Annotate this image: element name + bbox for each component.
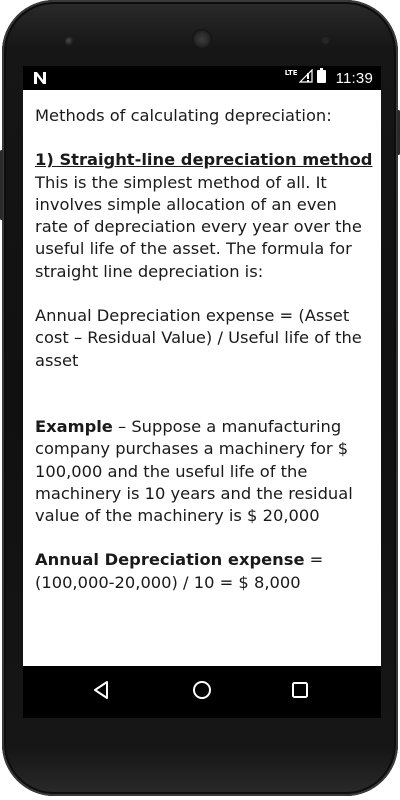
status-bar xyxy=(23,66,381,90)
example-paragraph xyxy=(35,416,375,527)
section-heading: 1) Straight-line depreciation method xyxy=(35,150,373,170)
battery-icon xyxy=(317,68,326,88)
front-camera xyxy=(65,37,74,46)
home-button[interactable] xyxy=(186,676,218,708)
phone-frame xyxy=(2,0,398,796)
result-paragraph xyxy=(35,549,375,594)
signal-icon xyxy=(299,69,313,88)
home-circle-icon xyxy=(192,680,212,705)
recents-button[interactable] xyxy=(284,676,316,708)
screen xyxy=(23,66,381,718)
status-icons xyxy=(285,69,373,87)
network-type-label: LTE xyxy=(284,69,298,77)
navigation-bar xyxy=(23,666,381,718)
result-label: Annual Depreciation expense xyxy=(35,550,305,570)
intro-text: Methods of calculating depreciation: xyxy=(35,106,332,125)
earpiece-speaker xyxy=(192,29,212,49)
back-button[interactable] xyxy=(85,676,117,708)
recents-square-icon xyxy=(291,681,309,704)
example-label: Example xyxy=(35,416,113,436)
status-clock: 11:39 xyxy=(335,69,373,87)
result-body: = (100,000-20,000) / 10 = $ 8,000 xyxy=(35,550,324,592)
volume-button xyxy=(0,150,3,220)
example-body: – Suppose a manufacturing company purchases a machinery for $ 100,000 and the useful life of the machinery is 10 years and the residual value of the machinery is $ 20,000 xyxy=(35,416,353,526)
n-notification-icon xyxy=(32,70,48,86)
section-body: This is the simplest method of all. It involves simple allocation of an even rate of depreciation every year over the useful life of the asset. The formula for straight line depreciation is: xyxy=(35,172,362,281)
back-triangle-icon xyxy=(92,680,110,705)
article-content xyxy=(35,105,375,594)
formula-text: Annual Depreciation expense = (Asset cost – Residual Value) / Useful life of the asset xyxy=(35,306,362,370)
proximity-sensor xyxy=(322,37,329,44)
